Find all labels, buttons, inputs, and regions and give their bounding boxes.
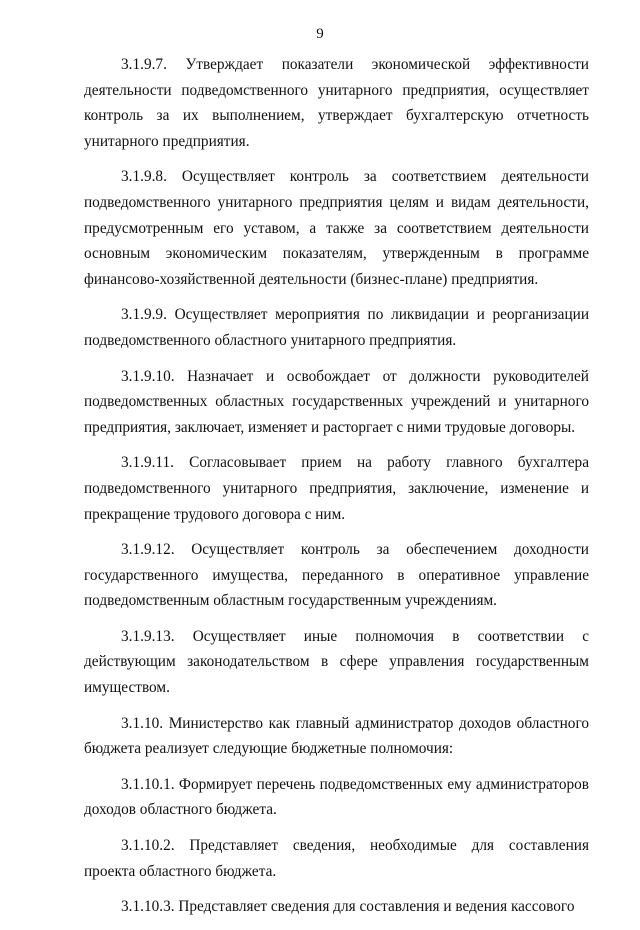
- paragraph-3-1-9-13: 3.1.9.13. Осуществляет иные полномочия в соответствии с действующим законодательством в сфере управления государственным имуществом.: [84, 627, 589, 697]
- paragraph-3-1-10: 3.1.10. Министерство как главный администратор доходов областного бюджета реализует следующие бюджетные полномочия:: [84, 714, 589, 758]
- paragraph-3-1-9-10: 3.1.9.10. Назначает и освобождает от должности руководителей подведомственных областных государственных учреждений и унитарного предприятия, заключает, изменяет и расторгает с ними трудовые договоры.: [84, 367, 589, 436]
- paragraph-3-1-10-1: 3.1.10.1. Формирует перечень подведомственных ему администраторов доходов областного бюджета.: [84, 775, 589, 819]
- paragraph-3-1-10-2: 3.1.10.2. Представляет сведения, необходимые для составления проекта областного бюджета.: [84, 837, 589, 880]
- page-number: 9: [316, 26, 324, 42]
- paragraph-3-1-9-8: 3.1.9.8. Осуществляет контроль за соответствием деятельности подведомственного унитарного предприятия целям и видам деятельности, предусмотренным его уставом, а также за соответствием деятельности основным экономическим показателям, утвержденным в программе финансово-хозяйственной деятельности (бизнес-плане) предприятия.: [84, 168, 589, 288]
- paragraph-3-1-9-12: 3.1.9.12. Осуществляет контроль за обеспечением доходности государственного имущества, переданного в оперативное управление подведомственным областным государственным учреждениям.: [84, 541, 589, 610]
- paragraph-3-1-9-7: 3.1.9.7. Утверждает показатели экономической эффективности деятельности подведомственного унитарного предприятия, осуществляет контроль за их выполнением, утверждает бухгалтерскую отчетность унитарного предприятия.: [84, 56, 589, 150]
- paragraph-3-1-9-11: 3.1.9.11. Согласовывает прием на работу главного бухгалтера подведомственного унитарного предприятия, заключение, изменение и прекращение трудового договора с ним.: [84, 454, 589, 523]
- document-body: [84, 52, 589, 930]
- paragraph-3-1-10-3: 3.1.10.3. Представляет сведения для составления и ведения кассового: [121, 898, 575, 916]
- paragraph-3-1-9-9: 3.1.9.9. Осуществляет мероприятия по ликвидации и реорганизации подведомственного областного унитарного предприятия.: [84, 306, 589, 349]
